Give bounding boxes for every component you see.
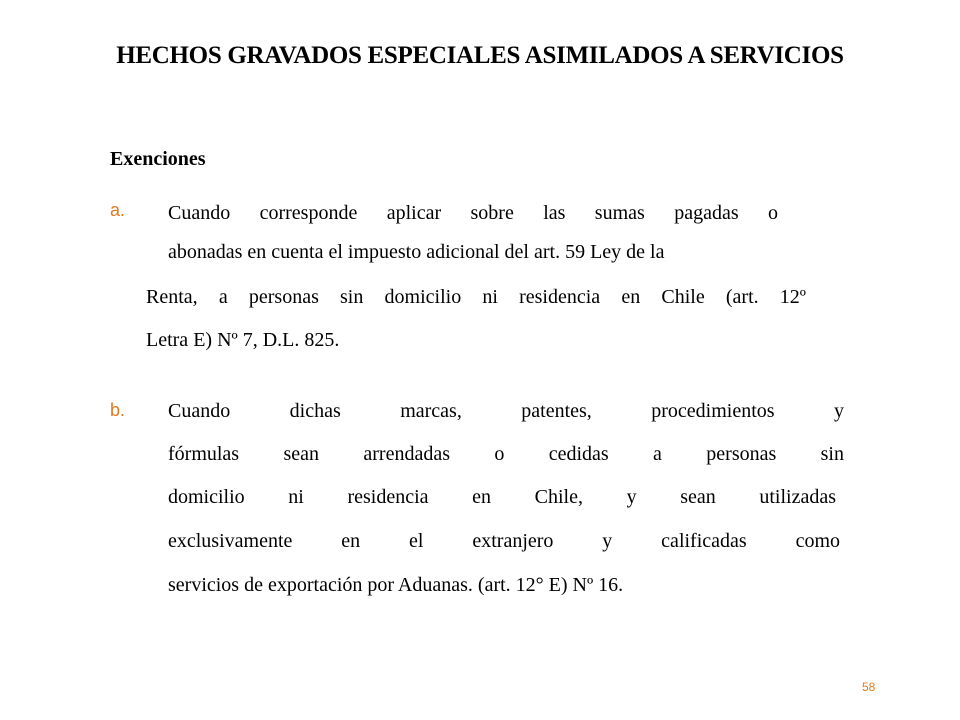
item-a-line-2: abonadas en cuenta el impuesto adicional del art. 59 Ley de la xyxy=(168,241,665,263)
item-b-line-5: servicios de exportación por Aduanas. (art. 12° E) Nº 16. xyxy=(168,574,624,596)
item-b-line-2: fórmulas sean arrendadas o cedidas a personas sin xyxy=(168,443,844,465)
item-b-line-1: Cuando dichas marcas, patentes, procedimientos y xyxy=(168,400,844,422)
slide-title: HECHOS GRAVADOS ESPECIALES ASIMILADOS A SERVICIOS xyxy=(116,42,844,69)
item-b-line-4: exclusivamente en el extranjero y calificadas como xyxy=(168,530,840,552)
section-heading: Exenciones xyxy=(110,148,206,170)
list-marker: a. xyxy=(110,200,126,220)
list-marker: b. xyxy=(110,400,126,420)
page-number: 58 xyxy=(862,680,876,694)
item-a-line-3: Renta, a personas sin domicilio ni residencia en Chile (art. 12º xyxy=(146,286,806,308)
item-a-line-1: Cuando corresponde aplicar sobre las sumas pagadas o xyxy=(168,202,778,224)
item-b-line-3: domicilio ni residencia en Chile, y sean utilizadas xyxy=(168,486,836,508)
item-a-line-4: Letra E) Nº 7, D.L. 825. xyxy=(146,329,340,351)
